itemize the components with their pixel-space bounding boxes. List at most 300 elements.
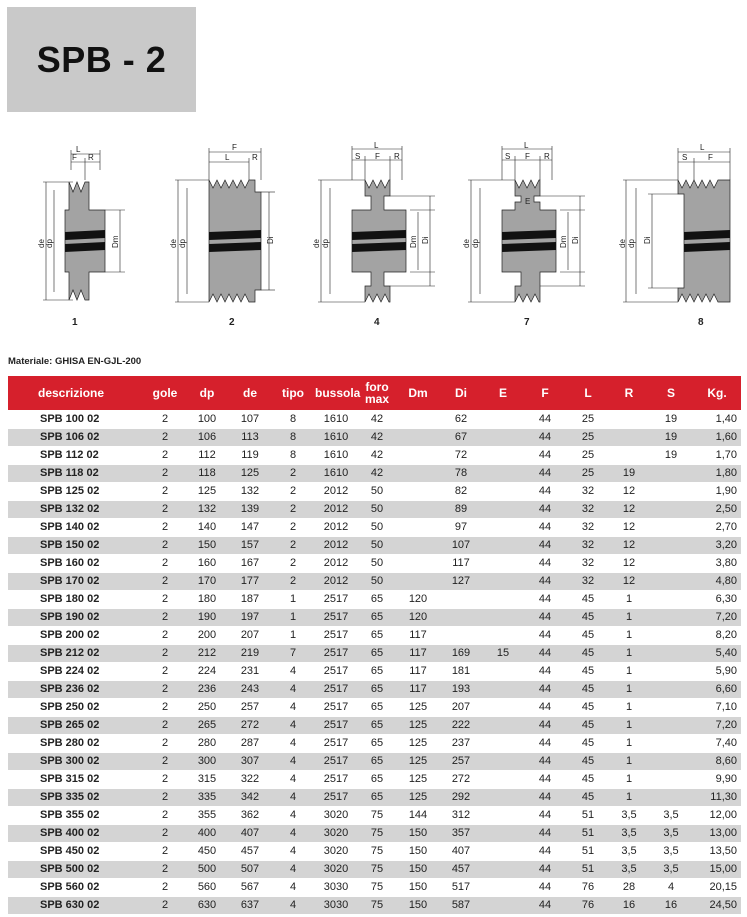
cell-l: 45	[567, 770, 609, 788]
cell-e	[483, 860, 523, 878]
cell-foro-max: 75	[357, 860, 397, 878]
cell-bussola: 2517	[315, 698, 357, 716]
cell-dm: 120	[397, 608, 439, 626]
cell-f: 44	[523, 752, 567, 770]
cell-de: 231	[229, 662, 271, 680]
cell-bussola: 2517	[315, 626, 357, 644]
label-di: Di	[571, 236, 580, 244]
cell-bussola: 1610	[315, 446, 357, 464]
cell-foro-max: 65	[357, 698, 397, 716]
cell-descrizione: SPB 140 02	[8, 518, 145, 536]
cell-di: 72	[439, 446, 483, 464]
cell-gole: 2	[145, 482, 185, 500]
cell-descrizione: SPB 315 02	[8, 770, 145, 788]
cell-tipo: 4	[271, 680, 315, 698]
cell-descrizione: SPB 280 02	[8, 734, 145, 752]
cell-di: 407	[439, 842, 483, 860]
cell-f: 44	[523, 860, 567, 878]
cell-dp: 150	[185, 536, 229, 554]
cell-descrizione: SPB 170 02	[8, 572, 145, 590]
cell-kg: 6,60	[693, 680, 741, 698]
cell-bussola: 2517	[315, 662, 357, 680]
cell-di: 97	[439, 518, 483, 536]
cell-f: 44	[523, 896, 567, 914]
table-row	[8, 446, 741, 464]
cell-e	[483, 662, 523, 680]
cell-e	[483, 500, 523, 518]
cell-bussola: 3020	[315, 824, 357, 842]
cell-foro-max: 65	[357, 716, 397, 734]
cell-s	[649, 626, 693, 644]
cell-bussola: 3020	[315, 860, 357, 878]
cell-gole: 2	[145, 770, 185, 788]
cell-s: 3,5	[649, 842, 693, 860]
cell-f: 44	[523, 536, 567, 554]
specs-table	[8, 376, 741, 915]
cell-dp: 170	[185, 572, 229, 590]
cell-dp: 212	[185, 644, 229, 662]
table-row	[8, 608, 741, 626]
table-row	[8, 644, 741, 662]
cell-f: 44	[523, 698, 567, 716]
cell-s	[649, 644, 693, 662]
cell-di: 237	[439, 734, 483, 752]
cell-s: 3,5	[649, 824, 693, 842]
table-row	[8, 500, 741, 518]
label-s: S	[355, 152, 361, 161]
cell-f: 44	[523, 590, 567, 608]
cell-gole: 2	[145, 860, 185, 878]
cell-dm: 125	[397, 716, 439, 734]
cell-bussola: 1610	[315, 410, 357, 428]
cell-e	[483, 716, 523, 734]
cell-dm: 120	[397, 590, 439, 608]
cell-dp: 118	[185, 464, 229, 482]
cell-di: 587	[439, 896, 483, 914]
cell-de: 243	[229, 680, 271, 698]
cell-descrizione: SPB 450 02	[8, 842, 145, 860]
cell-l: 45	[567, 788, 609, 806]
label-dp: dp	[178, 239, 187, 248]
cell-dp: 355	[185, 806, 229, 824]
cell-e	[483, 464, 523, 482]
cell-f: 44	[523, 770, 567, 788]
cell-kg: 7,20	[693, 608, 741, 626]
table-row	[8, 428, 741, 446]
cell-s: 3,5	[649, 806, 693, 824]
cell-f: 44	[523, 716, 567, 734]
cell-e	[483, 536, 523, 554]
cell-de: 177	[229, 572, 271, 590]
table-row	[8, 752, 741, 770]
cell-dp: 450	[185, 842, 229, 860]
cell-gole: 2	[145, 752, 185, 770]
cell-s	[649, 518, 693, 536]
cell-kg: 3,80	[693, 554, 741, 572]
cell-e	[483, 824, 523, 842]
label-r: R	[544, 152, 550, 161]
cell-tipo: 2	[271, 500, 315, 518]
cell-l: 25	[567, 446, 609, 464]
cell-dp: 280	[185, 734, 229, 752]
cell-foro-max: 65	[357, 788, 397, 806]
cell-r: 1	[609, 626, 649, 644]
label-l: L	[700, 143, 705, 152]
table-row	[8, 716, 741, 734]
cell-e	[483, 770, 523, 788]
label-dp: dp	[45, 239, 54, 248]
cell-tipo: 1	[271, 608, 315, 626]
cell-dm: 150	[397, 896, 439, 914]
cell-foro-max: 75	[357, 824, 397, 842]
cell-r: 12	[609, 536, 649, 554]
cell-tipo: 2	[271, 536, 315, 554]
cell-dm: 150	[397, 824, 439, 842]
cell-e	[483, 752, 523, 770]
cell-di: 193	[439, 680, 483, 698]
cell-gole: 2	[145, 428, 185, 446]
cell-r: 1	[609, 590, 649, 608]
cell-di: 127	[439, 572, 483, 590]
figure-number-8: 8	[698, 317, 704, 328]
cell-r: 1	[609, 644, 649, 662]
cell-r: 1	[609, 734, 649, 752]
label-de: de	[618, 239, 627, 248]
cell-gole: 2	[145, 626, 185, 644]
cell-kg: 7,10	[693, 698, 741, 716]
pulley-diagram-type-2	[165, 140, 275, 315]
cell-bussola: 2012	[315, 536, 357, 554]
table-row	[8, 860, 741, 878]
cell-tipo: 4	[271, 824, 315, 842]
cell-s	[649, 464, 693, 482]
cell-tipo: 4	[271, 770, 315, 788]
cell-r: 3,5	[609, 842, 649, 860]
pulley-diagram-type-8	[618, 140, 738, 315]
cell-dm: 125	[397, 698, 439, 716]
cell-de: 139	[229, 500, 271, 518]
cell-bussola: 1610	[315, 428, 357, 446]
cell-s	[649, 680, 693, 698]
label-l: L	[374, 141, 379, 150]
cell-gole: 2	[145, 572, 185, 590]
cell-dp: 315	[185, 770, 229, 788]
cell-r: 1	[609, 752, 649, 770]
cell-kg: 2,70	[693, 518, 741, 536]
cell-foro-max: 75	[357, 896, 397, 914]
cell-bussola: 2012	[315, 482, 357, 500]
cell-tipo: 2	[271, 572, 315, 590]
cell-r	[609, 446, 649, 464]
label-di: Di	[421, 236, 430, 244]
cell-descrizione: SPB 500 02	[8, 860, 145, 878]
cell-l: 25	[567, 464, 609, 482]
cell-gole: 2	[145, 410, 185, 428]
cell-kg: 1,90	[693, 482, 741, 500]
cell-descrizione: SPB 118 02	[8, 464, 145, 482]
cell-e	[483, 482, 523, 500]
cell-dp: 400	[185, 824, 229, 842]
cell-foro-max: 65	[357, 662, 397, 680]
cell-gole: 2	[145, 446, 185, 464]
cell-tipo: 1	[271, 590, 315, 608]
cell-bussola: 3030	[315, 896, 357, 914]
cell-descrizione: SPB 630 02	[8, 896, 145, 914]
cell-f: 44	[523, 734, 567, 752]
cell-s	[649, 716, 693, 734]
cell-gole: 2	[145, 878, 185, 896]
cell-dm: 117	[397, 644, 439, 662]
cell-bussola: 2517	[315, 752, 357, 770]
label-dp: dp	[627, 239, 636, 248]
cell-foro-max: 50	[357, 554, 397, 572]
cell-e	[483, 590, 523, 608]
table-row	[8, 662, 741, 680]
cell-di: 312	[439, 806, 483, 824]
cell-l: 45	[567, 734, 609, 752]
cell-bussola: 2012	[315, 518, 357, 536]
cell-descrizione: SPB 112 02	[8, 446, 145, 464]
label-dp: dp	[321, 239, 330, 248]
cell-s	[649, 662, 693, 680]
cell-f: 44	[523, 428, 567, 446]
label-de: de	[37, 239, 46, 248]
cell-gole: 2	[145, 824, 185, 842]
cell-kg: 1,70	[693, 446, 741, 464]
label-f: F	[708, 153, 713, 162]
cell-e	[483, 734, 523, 752]
table-row	[8, 410, 741, 428]
cell-kg: 11,30	[693, 788, 741, 806]
cell-e	[483, 518, 523, 536]
cell-e	[483, 806, 523, 824]
cell-tipo: 4	[271, 698, 315, 716]
cell-dp: 200	[185, 626, 229, 644]
cell-gole: 2	[145, 608, 185, 626]
figure-number-2: 2	[229, 317, 235, 328]
cell-dm: 125	[397, 770, 439, 788]
cell-di	[439, 626, 483, 644]
cell-e	[483, 572, 523, 590]
cell-s	[649, 698, 693, 716]
cell-gole: 2	[145, 644, 185, 662]
cell-r: 28	[609, 878, 649, 896]
header-r: R	[624, 386, 634, 400]
cell-dp: 180	[185, 590, 229, 608]
cell-bussola: 2517	[315, 680, 357, 698]
cell-l: 45	[567, 608, 609, 626]
cell-s	[649, 482, 693, 500]
cell-s	[649, 752, 693, 770]
figure-number-4: 4	[374, 317, 380, 328]
cell-di: 457	[439, 860, 483, 878]
table-row	[8, 464, 741, 482]
cell-foro-max: 50	[357, 572, 397, 590]
cell-kg: 6,30	[693, 590, 741, 608]
cell-dm	[397, 410, 439, 428]
cell-descrizione: SPB 200 02	[8, 626, 145, 644]
cell-e	[483, 608, 523, 626]
cell-dm: 144	[397, 806, 439, 824]
cell-s	[649, 554, 693, 572]
page-title: SPB - 2	[36, 38, 167, 80]
cell-dm	[397, 428, 439, 446]
cell-de: 457	[229, 842, 271, 860]
cell-l: 51	[567, 824, 609, 842]
cell-descrizione: SPB 236 02	[8, 680, 145, 698]
cell-di: 67	[439, 428, 483, 446]
cell-r: 1	[609, 698, 649, 716]
cell-s: 19	[649, 410, 693, 428]
figure-number-1: 1	[72, 317, 78, 328]
cell-r: 1	[609, 788, 649, 806]
cell-s: 4	[649, 878, 693, 896]
cell-e	[483, 842, 523, 860]
cell-dm	[397, 536, 439, 554]
cell-kg: 20,15	[693, 878, 741, 896]
cell-gole: 2	[145, 590, 185, 608]
cell-kg: 3,20	[693, 536, 741, 554]
table-row	[8, 734, 741, 752]
cell-dm	[397, 482, 439, 500]
pulley-diagrams	[0, 140, 747, 340]
cell-dm	[397, 572, 439, 590]
label-dp: dp	[471, 239, 480, 248]
cell-de: 113	[229, 428, 271, 446]
table-row	[8, 770, 741, 788]
cell-e	[483, 788, 523, 806]
cell-dp: 100	[185, 410, 229, 428]
cell-foro-max: 65	[357, 644, 397, 662]
header-kg: Kg.	[707, 386, 727, 400]
cell-l: 32	[567, 518, 609, 536]
cell-l: 45	[567, 698, 609, 716]
cell-de: 362	[229, 806, 271, 824]
cell-r: 12	[609, 518, 649, 536]
cell-dm: 150	[397, 878, 439, 896]
cell-foro-max: 42	[357, 464, 397, 482]
cell-foro-max: 50	[357, 518, 397, 536]
label-e: E	[525, 197, 531, 206]
label-l: L	[225, 153, 230, 162]
cell-l: 32	[567, 536, 609, 554]
cell-tipo: 4	[271, 734, 315, 752]
cell-gole: 2	[145, 716, 185, 734]
cell-r	[609, 428, 649, 446]
cell-de: 322	[229, 770, 271, 788]
cell-f: 44	[523, 842, 567, 860]
cell-bussola: 1610	[315, 464, 357, 482]
cell-tipo: 4	[271, 896, 315, 914]
cell-di: 107	[439, 536, 483, 554]
cell-descrizione: SPB 150 02	[8, 536, 145, 554]
cell-s: 3,5	[649, 860, 693, 878]
cell-descrizione: SPB 355 02	[8, 806, 145, 824]
label-l: L	[524, 141, 529, 150]
table-row	[8, 806, 741, 824]
cell-kg: 13,00	[693, 824, 741, 842]
cell-gole: 2	[145, 842, 185, 860]
cell-dp: 560	[185, 878, 229, 896]
cell-f: 44	[523, 680, 567, 698]
cell-e	[483, 680, 523, 698]
cell-kg: 15,00	[693, 860, 741, 878]
cell-tipo: 2	[271, 554, 315, 572]
cell-di: 117	[439, 554, 483, 572]
cell-kg: 1,80	[693, 464, 741, 482]
cell-r: 1	[609, 680, 649, 698]
cell-f: 44	[523, 464, 567, 482]
cell-tipo: 2	[271, 518, 315, 536]
table-row	[8, 896, 741, 914]
cell-de: 507	[229, 860, 271, 878]
cell-bussola: 2517	[315, 734, 357, 752]
table-row	[8, 518, 741, 536]
cell-dp: 132	[185, 500, 229, 518]
cell-tipo: 4	[271, 878, 315, 896]
cell-f: 44	[523, 644, 567, 662]
cell-di: 292	[439, 788, 483, 806]
cell-l: 76	[567, 878, 609, 896]
table-row	[8, 878, 741, 896]
cell-di: 89	[439, 500, 483, 518]
cell-l: 25	[567, 428, 609, 446]
cell-gole: 2	[145, 518, 185, 536]
cell-descrizione: SPB 125 02	[8, 482, 145, 500]
cell-r: 12	[609, 554, 649, 572]
header-bussola: bussola	[315, 386, 361, 400]
cell-bussola: 2517	[315, 770, 357, 788]
cell-bussola: 2517	[315, 590, 357, 608]
pulley-diagram-type-4	[310, 140, 440, 315]
cell-r: 1	[609, 662, 649, 680]
cell-gole: 2	[145, 734, 185, 752]
cell-foro-max: 50	[357, 536, 397, 554]
cell-foro-max: 65	[357, 734, 397, 752]
cell-foro-max: 65	[357, 590, 397, 608]
cell-f: 44	[523, 518, 567, 536]
cell-tipo: 7	[271, 644, 315, 662]
cell-l: 32	[567, 500, 609, 518]
cell-kg: 5,90	[693, 662, 741, 680]
cell-tipo: 4	[271, 716, 315, 734]
cell-foro-max: 65	[357, 770, 397, 788]
cell-bussola: 2517	[315, 788, 357, 806]
material-note: Materiale: GHISA EN-GJL-200	[8, 356, 142, 367]
cell-kg: 4,80	[693, 572, 741, 590]
label-f: F	[525, 152, 530, 161]
cell-e	[483, 554, 523, 572]
table-body	[8, 410, 741, 914]
cell-f: 44	[523, 824, 567, 842]
header-descrizione: descrizione	[38, 386, 105, 400]
cell-descrizione: SPB 190 02	[8, 608, 145, 626]
label-de: de	[312, 239, 321, 248]
cell-kg: 8,60	[693, 752, 741, 770]
cell-s	[649, 500, 693, 518]
cell-tipo: 4	[271, 860, 315, 878]
cell-r	[609, 410, 649, 428]
cell-f: 44	[523, 662, 567, 680]
cell-r: 1	[609, 716, 649, 734]
cell-foro-max: 75	[357, 878, 397, 896]
cell-r: 3,5	[609, 824, 649, 842]
cell-foro-max: 75	[357, 842, 397, 860]
cell-dm: 150	[397, 860, 439, 878]
cell-gole: 2	[145, 554, 185, 572]
cell-f: 44	[523, 572, 567, 590]
cell-de: 219	[229, 644, 271, 662]
